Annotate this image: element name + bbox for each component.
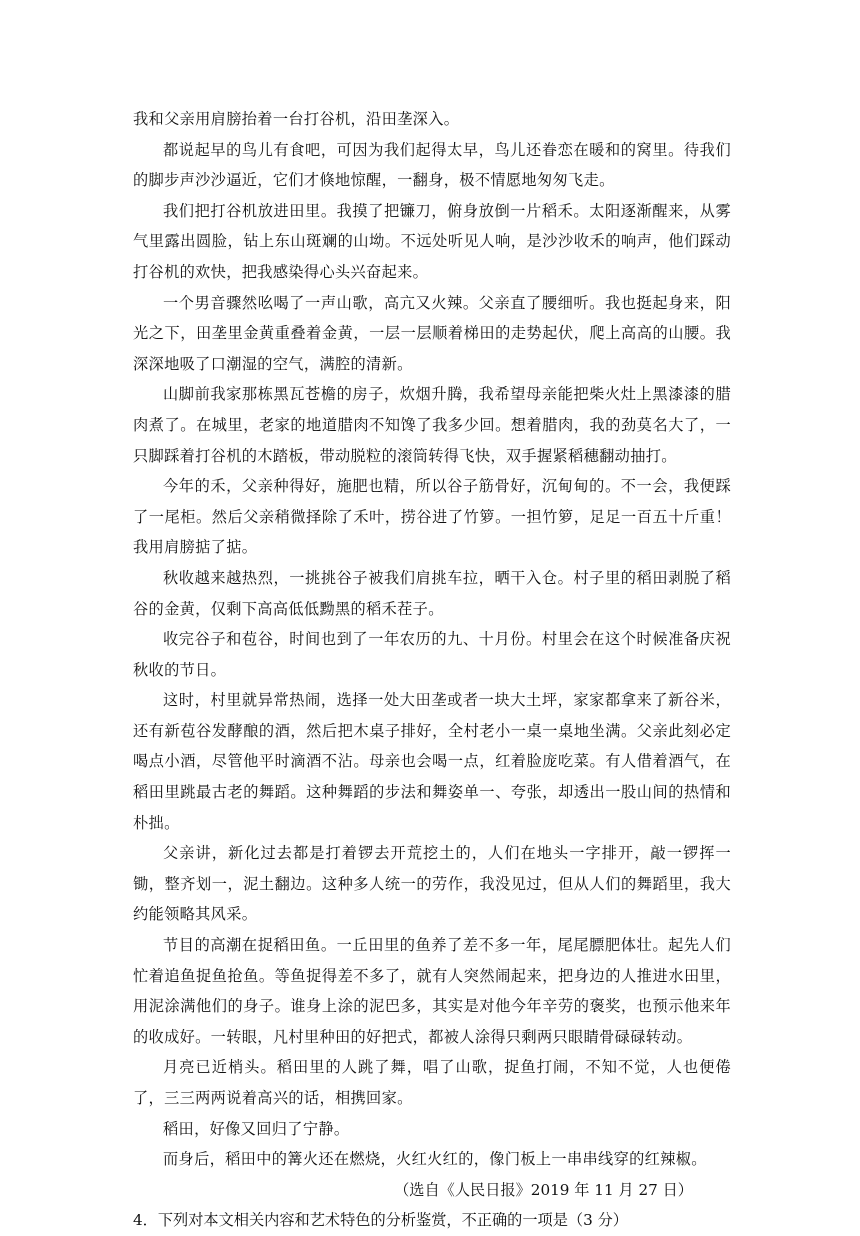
paragraph: 我和父亲用肩膀抬着一台打谷机，沿田垄深入。	[133, 110, 460, 128]
article-body	[133, 104, 731, 1175]
document-page	[133, 104, 731, 1236]
paragraph: 山脚前我家那栋黑瓦苍檐的房子，炊烟升腾，我希望母亲能把柴火灶上黑漆漆的腊肉煮了。在城里，老家的地道腊肉不知馋了我多少回。想着腊肉，我的劲莫名大了，一只脚踩着打谷机的木踏板，带动脱粒的滚筒转得飞快，双手握紧稻穗翻动抽打。	[133, 385, 731, 465]
paragraph: 节目的高潮在捉稻田鱼。一丘田里的鱼养了差不多一年，尾尾膘肥体壮。起先人们忙着追鱼捉鱼抢鱼。等鱼捉得差不多了，就有人突然闹起来，把身边的人推进水田里，用泥涂满他们的身子。谁身上涂的泥巴多，其实是对他今年辛劳的褒奖，也预示他来年的收成好。一转眼，凡村里种田的好把式，都被人涂得只剩两只眼睛骨碌碌转动。	[133, 936, 731, 1046]
paragraph: 月亮已近梢头。稻田里的人跳了舞，唱了山歌，捉鱼打闹，不知不觉，人也便倦了，三三两两说着高兴的话，相携回家。	[133, 1058, 731, 1107]
paragraph: 一个男音骤然吆喝了一声山歌，高亢又火辣。父亲直了腰细听。我也挺起身来，阳光之下，田垄里金黄重叠着金黄，一层一层顺着梯田的走势起伏，爬上高高的山腰。我深深地吸了口潮湿的空气，满腔的清新。	[133, 293, 731, 373]
paragraph: 今年的禾，父亲种得好，施肥也精，所以谷子筋骨好，沉甸甸的。不一会，我便踩了一尾柜。然后父亲稍微择除了禾叶，捞谷进了竹箩。一担竹箩，足足一百五十斤重！我用肩膀掂了掂。	[133, 477, 731, 557]
paragraph: 我们把打谷机放进田里。我摸了把镰刀，俯身放倒一片稻禾。太阳逐渐醒来，从雾气里露出圆脸，钻上东山斑斓的山坳。不远处听见人响，是沙沙收禾的响声，他们踩动打谷机的欢快，把我感染得心头兴奋起来。	[133, 201, 731, 281]
paragraph: 而身后，稻田中的篝火还在燃烧，火红火红的，像门板上一串串线穿的红辣椒。	[163, 1150, 707, 1169]
source-citation: （选自《人民日报》2019 年 11 月 27 日）	[394, 1180, 693, 1199]
paragraph: 收完谷子和苞谷，时间也到了一年农历的九、十月份。村里会在这个时候准备庆祝秋收的节日。	[133, 630, 731, 679]
paragraph: 秋收越来越热烈，一挑挑谷子被我们肩挑车拉，晒干入仓。村子里的稻田剥脱了稻谷的金黄，仅剩下高高低低黝黑的稻禾茬子。	[133, 568, 731, 618]
paragraph: 都说起早的鸟儿有食吧，可因为我们起得太早，鸟儿还眷恋在暖和的窝里。待我们的脚步声沙沙逼近，它们才倏地惊醒，一翻身，极不情愿地匆匆飞走。	[133, 140, 731, 190]
paragraph: 父亲讲，新化过去都是打着锣去开荒挖土的，人们在地头一字排开，敲一锣挥一锄，整齐划一，泥土翻边。这种多人统一的劳作，我没见过，但从人们的舞蹈里，我大约能领略其风采。	[133, 844, 731, 924]
question-4: 4．下列对本文相关内容和艺术特色的分析鉴赏，不正确的一项是（3 分）	[133, 1211, 628, 1230]
paragraph: 稻田，好像又回归了宁静。	[163, 1119, 350, 1138]
paragraph: 这时，村里就异常热闹，选择一处大田垄或者一块大土坪，家家都拿来了新谷米，还有新苞谷发酵酿的酒，然后把木桌子排好，全村老小一桌一桌地坐满。父亲此刻必定喝点小酒，尽管他平时滴酒不沾。母亲也会喝一点，红着脸庞吃菜。有人借着酒气，在稻田里跳最古老的舞蹈。这种舞蹈的步法和舞姿单一、夸张，却透出一股山间的热情和朴拙。	[133, 691, 731, 832]
